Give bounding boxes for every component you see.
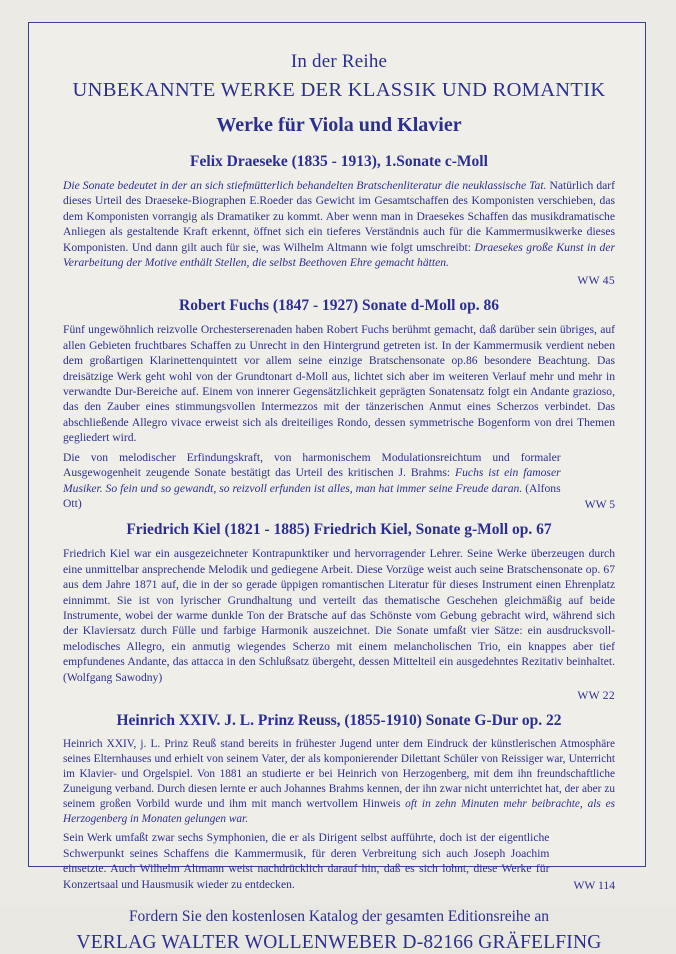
work-description: Friedrich Kiel war ein ausgezeichneter Kontrapunktiker und hervorragender Lehrer. Seine Werke überzeugen durch eine unmittelbar ansprechende Melodik und gediegene Arbeit. Diese Vorzüge weist auch seine Bratschensonate op. 67 aus dem Jahre 1871 auf, die in der so gerade üppigen romantischen Literatur für dieses Instrument einen Ehrenplatz einnimmt. Sie ist von lyrischer Grundhaltung und verteilt das thematische Geschehen gleichmäßig auf beide Instrumente, wobei der warme dunkle Ton der Bratsche auf das Schönste vom Gebung gebracht wird, während sich der Klaviersatz durch Fülle und farbige Harmonik auszeichnet. Die Sonate umfaßt vier Sätze: ein ausdrucksvoll-melodisches Allegro, ein anmutig wiegendes Scherzo mit einem melancholischen Trio, ein knappes aber tief empfundenes Andante, das attacca in den Schlußsatz übergeht, dessen Mittelteil ein ausgedehntes Rezitativ beinhaltet.(Wolfgang Sawodny) xyxy=(63,547,615,684)
catalog-code: WW 45 xyxy=(577,274,615,288)
work-closing-row xyxy=(63,450,615,512)
work-description xyxy=(63,737,615,826)
work-closing-text xyxy=(63,450,561,512)
work-description xyxy=(63,178,615,270)
work-closing-plain: Die von melodischer Erfindungskraft, von harmonischem Modulationsreichtum und formaler Ausgewogenheit zeugende Sonate bestätigt das Urteil des kritischen J. Brahms: xyxy=(63,450,561,480)
work-closing-row xyxy=(63,830,615,892)
work-closing-quote: Fuchs ist ein famoser Musiker. So fein und so gewandt, so reizvoll erfunden ist alles, man hat immer seine Freude daran. xyxy=(63,466,561,495)
work-entry-kiel xyxy=(63,521,615,702)
page-content xyxy=(63,39,615,954)
page-frame xyxy=(28,22,646,954)
work-quote-tail: Draesekes große Kunst in der Verarbeitung der Motive enthält Stellen, die selbst Beethoven Ehre gemacht hätten. xyxy=(63,240,615,270)
work-closing-attribution: (Alfons Ott) xyxy=(63,481,561,510)
work-entry-draeseke xyxy=(63,153,615,287)
work-entry-reuss xyxy=(63,712,615,892)
work-body-text: Natürlich darf dieses Urteil des Draeseke-Biographen E.Roeder das Gewicht im Gesamtschaffen des Komponisten verschieben, das dem Komponisten vorrangig als Dramatiker zu kommt. Aber wenn man in Draesekes Schaffen das musikdramatische Anliegen als gestaltende Kraft erkennt, öffnet sich ein tieferes Verständnis auch für die Kammermusikwerke dieses Komponisten. Und dann gilt auch für sie, was Wilhelm Altmann wie folgt umschreibt: xyxy=(63,179,616,254)
catalog-code: WW 22 xyxy=(577,688,615,702)
work-closing-text: Sein Werk umfaßt zwar sechs Symphonien, die er als Dirigent selbst aufführte, doch ist der eigentliche Schwerpunkt seines Schaffens die Kammermusik, für deren Verbreitung sich auch Joseph Joachim einsetzte. Auch Wilhelm Altmann weist nachdrücklich darauf hin, daß es sich lohnt, diese Werke für Konzertsaal und Hausmusik wieder zu entdecken. xyxy=(63,831,550,891)
work-heading: Friedrich Kiel (1821 - 1885) Friedrich Kiel, Sonate g-Moll op. 67 xyxy=(126,521,552,539)
work-body-text: Heinrich XXIV, j. L. Prinz Reuß stand bereits in frühester Jugend unter dem Eindruck der künstlerischen Atmosphäre seines Elternhauses und erhielt von seinem Vater, der als komponierender Dilettant Schüler von Reissiger war, Unterricht im Klavier- und Orgelspiel. Von 1881 an studierte er bei Heinrich von Herzogenberg, mit dem ihn freundschaftliche Zuneigung verband. Durch diesen lernte er auch Johannes Brahms kennen, der ihn zwar nicht unterrichtet hat, der aber zu seinem großen Vorbild wurde und ihm mit manch wertvollem Hinweis xyxy=(63,737,615,810)
catalog-code: WW 114 xyxy=(573,879,615,893)
work-heading: Heinrich XXIV. J. L. Prinz Reuss, (1855-1910) Sonate G-Dur op. 22 xyxy=(116,711,562,729)
work-heading: Robert Fuchs (1847 - 1927) Sonate d-Moll op. 86 xyxy=(179,297,499,315)
page-title: Werke für Viola und Klavier xyxy=(216,114,462,136)
work-quote-mid: oft in zehn Minuten mehr beibrachte, als es Herzogenberg in Monaten gelungen war. xyxy=(63,797,615,825)
work-description: Fünf ungewöhnlich reizvolle Orchesterserenaden haben Robert Fuchs berühmt gemacht, daß darüber sein übriges, auf allen Gebieten fruchtbares Schaffen zu Unrecht in den Hintergrund getreten ist. In der Kammermusik verdient neben dem großartigen Klarinettenquintett vor allem seine einzige Bratschensonate op.86 besondere Beachtung. Das dreisätzige Werk geht wohl von der Grundtonart d-Moll aus, lichtet sich aber im weiteren Verlauf mehr und mehr in verwandte Dur-Bereiche auf. Einem von innerer Gegensätzlichkeit geprägten Sonatensatz folgt ein Andante grazioso, das den Zauber eines stimmungsvollen Intermezzos mit der tänzerischen Anmut eines Scherzos verbindet. Das abschließende Allegro vivace erweist sich als dreiteiliges Rondo, dessen symmetrische Bogenform von drei Themen gegliedert wird. xyxy=(63,323,615,445)
footer-catalog-line: Fordern Sie den kostenlosen Katalog der gesamten Editionsreihe an xyxy=(128,908,550,926)
catalog-code: WW 5 xyxy=(584,498,615,512)
footer-publisher: VERLAG WALTER WOLLENWEBER D-82166 GRÄFELFING xyxy=(76,932,602,954)
work-heading: Felix Draeseke (1835 - 1913), 1.Sonate c-Moll xyxy=(190,153,488,170)
work-entry-fuchs xyxy=(63,297,615,511)
header-line-1: In der Reihe xyxy=(290,51,388,72)
work-quote-lead: Die Sonate bedeutet in der an sich stiefmütterlich behandelten Bratschenliteratur die neuklassische Tat. xyxy=(63,179,547,192)
series-title: UNBEKANNTE WERKE DER KLASSIK UND ROMANTIK xyxy=(72,79,606,101)
